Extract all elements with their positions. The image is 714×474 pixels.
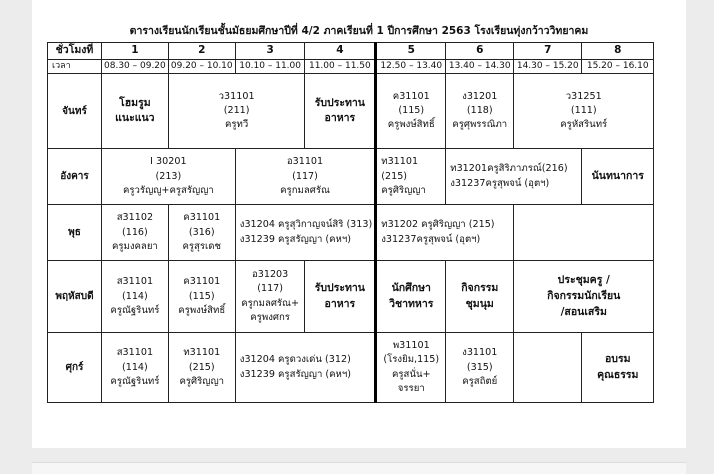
- time-slot: 08.30 – 09.20: [102, 59, 169, 74]
- day-row-thursday: [48, 261, 654, 333]
- empty-cell: [514, 205, 654, 261]
- day-name: จันทร์: [48, 74, 102, 149]
- class-cell: อ31101 (117) ครูกมลศรัณ: [235, 149, 375, 205]
- period-number: 8: [582, 43, 654, 60]
- class-cell: พ31101 (โรงยิม,115) ครูสนั่น+ จรรยา: [376, 333, 446, 403]
- class-cell: ท31101 (215) ครูศิริญญา: [376, 149, 446, 205]
- class-cell: ง31204 ครูดวงเด่น (312) ง31239 ครูสรัญญา (คหฯ): [235, 333, 375, 403]
- period-number: 7: [514, 43, 582, 60]
- time-slot: 11.00 – 11.50: [305, 59, 376, 74]
- military-cell: นักศึกษา วิชาทหาร: [376, 261, 446, 333]
- period-row: [48, 43, 654, 60]
- day-name: พุธ: [48, 205, 102, 261]
- class-cell: ว31101 (211) ครูทวี: [168, 74, 305, 149]
- day-row-tuesday: [48, 149, 654, 205]
- timetable: [47, 42, 654, 403]
- class-cell: ค31101 (115) ครูพงษ์สิทธิ์: [168, 261, 235, 333]
- class-cell: ส31101 (114) ครูณัฐรินทร์: [102, 333, 169, 403]
- time-row: [48, 59, 654, 74]
- day-name: ศุกร์: [48, 333, 102, 403]
- class-cell: ท31101 (215) ครูศิริญญา: [168, 333, 235, 403]
- time-slot: 10.10 – 11.00: [235, 59, 305, 74]
- period-number: 4: [305, 43, 376, 60]
- class-cell: I 30201 (213) ครูวรัญญู+ครูสรัญญา: [102, 149, 236, 205]
- class-cell: ท31201ครูสิริภาภรณ์(216) ง31237ครูสุพจน์ (อุตฯ): [446, 149, 582, 205]
- class-cell: ส31102 (116) ครูมงคลยา: [102, 205, 169, 261]
- time-label: เวลา: [48, 59, 102, 74]
- day-row-monday: [48, 74, 654, 149]
- class-cell: ง31101 (315) ครูสถิตย์: [446, 333, 514, 403]
- empty-cell: [514, 333, 582, 403]
- time-slot: 13.40 – 14.30: [446, 59, 514, 74]
- period-number: 6: [446, 43, 514, 60]
- time-slot: 14.30 – 15.20: [514, 59, 582, 74]
- period-label: ชั่วโมงที่: [48, 43, 102, 60]
- recreation-cell: นันทนาการ: [582, 149, 654, 205]
- class-cell: ง31204 ครูสุวิกาญจน์สิริ (313) ง31239 ครูสรัญญา (คหฯ): [235, 205, 375, 261]
- club-cell: กิจกรรม ชุมนุม: [446, 261, 514, 333]
- period-number: 5: [376, 43, 446, 60]
- meeting-cell: ประชุมครู / กิจกรรมนักเรียน /สอนเสริม: [514, 261, 654, 333]
- class-cell: ท31202 ครูศิริญญา (215) ง31237ครูสุพจน์ (อุตฯ): [376, 205, 514, 261]
- period-number: 2: [168, 43, 235, 60]
- class-cell: ค31101 (115) ครูพงษ์สิทธิ์: [376, 74, 446, 149]
- next-page-edge: [32, 462, 686, 474]
- day-row-wednesday: [48, 205, 654, 261]
- lunch-cell: รับประทาน อาหาร: [305, 261, 376, 333]
- lunch-cell: รับประทาน อาหาร: [305, 74, 376, 149]
- class-cell: ง31201 (118) ครูศุพรรณิภา: [446, 74, 514, 149]
- timetable-title: ตารางเรียนนักเรียนชั้นมัธยมศึกษาปีที่ 4/2 ภาคเรียนที่ 1 ปีการศึกษา 2563 โรงเรียนทุ่งกว้าววิทยาคม: [129, 25, 589, 37]
- class-cell: ว31251 (111) ครูหัสรินทร์: [514, 74, 654, 149]
- day-row-friday: [48, 333, 654, 403]
- class-cell: ส31101 (114) ครูณัฐรินทร์: [102, 261, 169, 333]
- class-cell: ค31101 (316) ครูสุรเดช: [168, 205, 235, 261]
- day-name: พฤหัสบดี: [48, 261, 102, 333]
- ethics-cell: อบรม คุณธรรม: [582, 333, 654, 403]
- period-number: 1: [102, 43, 169, 60]
- homeroom-cell: โฮมรูม แนะแนว: [102, 74, 169, 149]
- time-slot: 12.50 – 13.40: [376, 59, 446, 74]
- day-name: อังคาร: [48, 149, 102, 205]
- time-slot: 15.20 – 16.10: [582, 59, 654, 74]
- time-slot: 09.20 – 10.10: [168, 59, 235, 74]
- class-cell: อ31203 (117) ครูกมลศรัณ+ ครูพงศกร: [235, 261, 305, 333]
- period-number: 3: [235, 43, 305, 60]
